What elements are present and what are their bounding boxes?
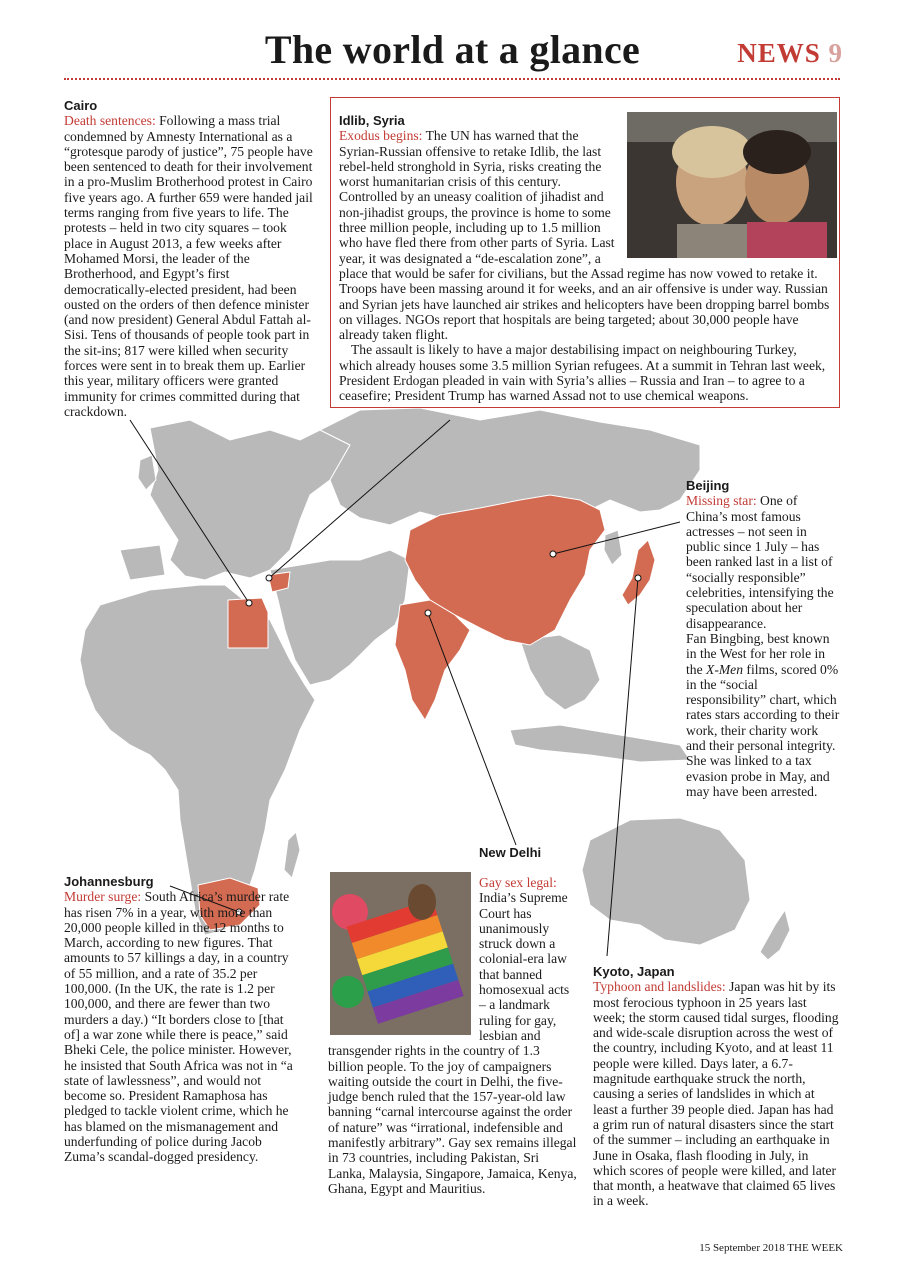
- story-kicker: Typhoon and landslides:: [593, 979, 726, 995]
- idlib-marker: [266, 575, 272, 581]
- cairo-marker: [246, 600, 252, 606]
- australia-land: [582, 818, 750, 945]
- story-kicker: Gay sex legal:: [479, 875, 557, 890]
- story-kicker: Missing star:: [686, 493, 757, 509]
- india-country: [395, 600, 470, 720]
- story-body: Following a mass trial condemned by Amnesty International as a “grotesque parody of justice”, 75 people have been sentenced to death for their involvement in a pro-Muslim Brotherhood protest in Cairo five years ago. A further 659 were handed jail terms ranging from five years to life. The protests – held in two city squares – took place in August 2013, a few weeks after Mohamed Morsi, the leader of the Brotherhood, and Egypt’s first democratically-elected president, had been ousted on the orders of then defence minister (and now president) General Abdul Fattah al-Sisi. Tens of thousands of people took part in the sit-ins; 817 were killed when security forces were sent in to break them up. Earlier this year, military officers were granted immunity for crimes committed during that crackdown.: [64, 113, 313, 419]
- publication-name: THE WEEK: [787, 1242, 843, 1254]
- section-name: NEWS: [737, 38, 821, 68]
- story-kicker: Exodus begins:: [339, 128, 423, 144]
- page-footer: [699, 1242, 843, 1254]
- film-title: X-Men: [706, 661, 744, 677]
- story-kyoto: [593, 964, 841, 1209]
- story-place: Idlib, Syria: [339, 113, 405, 128]
- story-body: The UN has warned that the Syrian-Russian offensive to retake Idlib, the last rebel-held stronghold in Syria, risks creating the worst humanitarian crisis of this century. Controlled by an uneasy coalition of jihadist and non-jihadist groups, the province is home to some three million people, including up to 1.5 million who have fled there from other parts of Syria. Last year, it was designated a “de-escalation zone”, a place that would be safer for civilians, but the Assad regime has now vowed to retake it. Troops have been massing around it for weeks, and an air offensive is under way. Russian and Syrian jets have launched air strikes and helicopters have been dropping barrel bombs on villages. NGOs report that hospitals are being targeted; about 30,000 people have already taken flight.: [339, 128, 830, 343]
- story-place: Kyoto, Japan: [593, 964, 675, 979]
- issue-date: 15 September 2018: [699, 1242, 785, 1254]
- story-body-paragraph-2: [686, 631, 840, 799]
- story-cairo: [64, 98, 318, 419]
- new-zealand-land: [760, 910, 790, 960]
- story-body-part: films, scored 0% in the “social responsibility” chart, which rates stars according to their work, their charity work and their personal integrity. She was linked to a tax evasion probe in May, and may have been arrested.: [686, 661, 840, 799]
- page-title: The world at a glance: [264, 27, 641, 72]
- story-kicker: Death sentences:: [64, 113, 156, 129]
- story-body: One of China’s most famous actresses – not seen in public since 1 July – has been ranked last in a list of “socially responsible” celebrities, intensifying the speculation about her disappearance.: [686, 493, 834, 631]
- delhi-leader: [428, 613, 516, 845]
- story-beijing: [686, 478, 840, 799]
- page-number: 9: [828, 38, 843, 68]
- story-body-part: Fan Bingbing, best known in the West for her role in the: [686, 630, 830, 677]
- header-rule: [64, 78, 840, 80]
- story-new-delhi: [328, 875, 578, 1196]
- story-idlib: [339, 113, 833, 404]
- story-place: Johannesburg: [64, 874, 154, 889]
- story-body: Japan was hit by its most ferocious typhoon in 25 years last week; the storm caused tidal surges, flooding and wide-scale disruption across the west of the country, including Kyoto, and at least 11 people were killed. Days later, a 6.7- magnitude earthquake struck the north, causing a series of landslides in which at least a further 39 people died. Japan has had a grim run of natural disasters since the start of the summer – including an earthquake in June in Osaka, flash flooding in July, in which scores of people were killed, and later that month, a heatwave that claimed 65 lives in a week.: [593, 979, 839, 1209]
- story-kicker: Murder surge:: [64, 889, 142, 905]
- story-place: New Delhi: [479, 845, 542, 860]
- photo-wrap-spacer: [328, 875, 479, 1043]
- story-place: Beijing: [686, 478, 730, 493]
- europe-land: [150, 420, 350, 580]
- story-johannesburg: [64, 874, 300, 1165]
- story-body: South Africa’s murder rate has risen 7% in a year, with more than 20,000 people killed in the 12 months to March, according to new figures. That amounts to 57 killings a day, in a country of 55 million, and a rate of 35.2 per 100,000. (In the UK, the rate is 1.2 per 100,000, and there are fewer than two murders a day.) “It borders close to [that of] a war zone while there is peace,” said Bheki Cele, the police minister. However, he insisted that South Africa was not in “a state of lawlessness”, and would not become so. President Ramaphosa has pledged to tackle violent crime, which he has blamed on the mismanagement and underfunding of police during Jacob Zuma’s scandal-dogged presidency.: [64, 889, 293, 1165]
- story-new-delhi-heading: [479, 845, 579, 860]
- delhi-marker: [425, 610, 431, 616]
- section-label: [737, 38, 843, 69]
- iberia-land: [120, 545, 165, 580]
- refugee-children-photo: [627, 112, 837, 258]
- southeast-asia-land: [520, 635, 600, 710]
- beijing-marker: [550, 551, 556, 557]
- indonesia-land: [510, 725, 690, 762]
- story-body: India’s Supreme Court has unanimously struck down a colonial-era law that banned homosexual acts – a landmark ruling for gay, lesbian and transgender rights in the country of 1.3 billion people. To the joy of campaigners waiting outside the court in Delhi, the five-judge bench ruled that the 157-year-old law banning “carnal intercourse against the order of nature” was “irrational, indefensible and manifestly arbitrary”. Gay sex remains illegal in 73 countries, including Pakistan, Sri Lanka, Malaysia, Singapore, Jamaica, Kenya, Ghana, Egypt and Mauritius.: [328, 890, 577, 1196]
- madagascar-land: [284, 832, 300, 878]
- kyoto-marker: [635, 575, 641, 581]
- japan-country: [622, 540, 655, 605]
- story-place: Cairo: [64, 98, 98, 113]
- story-body-paragraph-2: The assault is likely to have a major destabilising impact on neighbouring Turkey, which already houses some 3.5 million Syrian refugees. At a summit in Tehran last week, President Erdogan pleaded in vain with Syria’s allies – Russia and Iran – to agree to a ceasefire; President Trump has warned Assad not to use chemical weapons.: [339, 342, 826, 404]
- korea-land: [604, 530, 622, 565]
